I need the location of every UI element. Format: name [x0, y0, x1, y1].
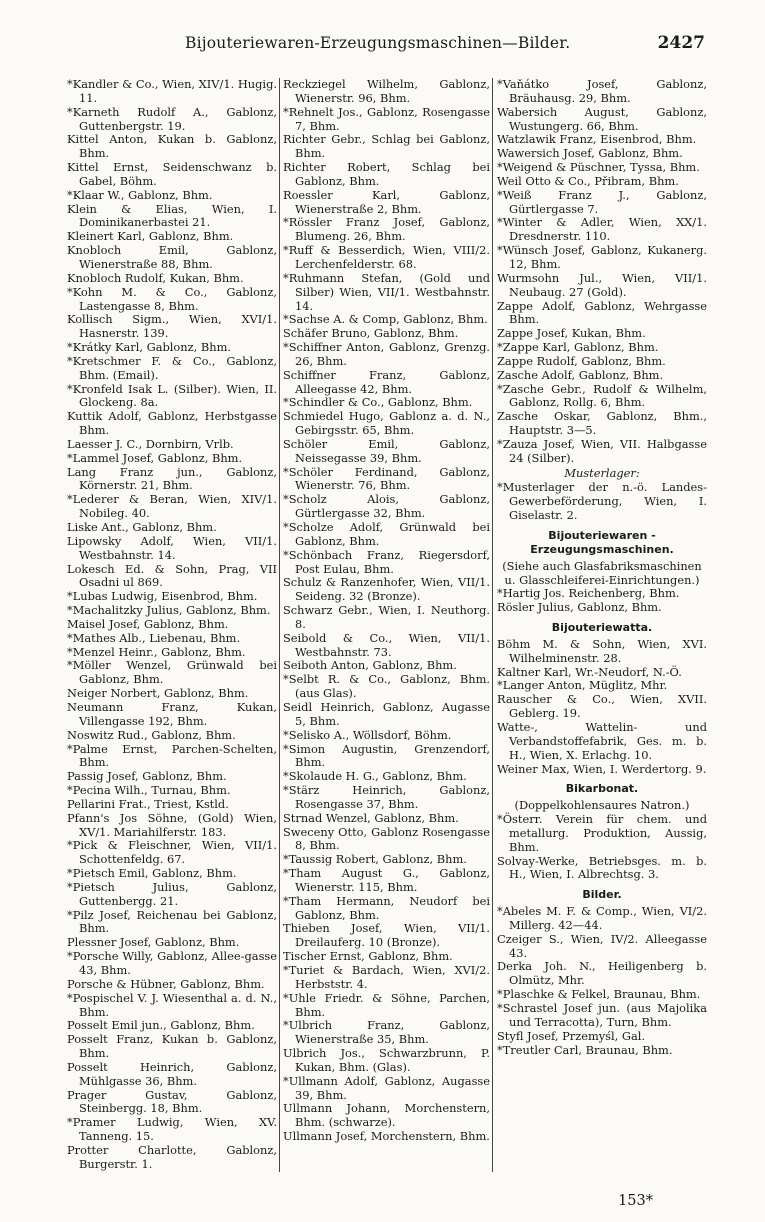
entries-c	[497, 587, 707, 615]
directory-entry: Rösler Julius, Gablonz, Bhm.	[497, 600, 662, 615]
directory-entry: Passig Josef, Gablonz, Bhm.	[67, 769, 227, 784]
directory-entry: *Pietsch Julius, Gablonz, Guttenbergg. 21.	[67, 879, 277, 908]
directory-entry: Ullmann Josef, Morchenstern, Bhm.	[283, 1129, 490, 1144]
directory-entry: *Tham Hermann, Neudorf bei Gablonz, Bhm.	[283, 893, 490, 922]
directory-entry: Strnad Wenzel, Gablonz, Bhm.	[283, 810, 459, 825]
note-bikarbonat: (Doppelkohlensaures Natron.)	[514, 798, 690, 813]
directory-entry: Sweceny Otto, Gablonz Rosengasse 8, Bhm.	[283, 824, 490, 853]
directory-entry: *Klaar W., Gablonz, Bhm.	[67, 187, 213, 202]
directory-entry: *Selbt R. & Co., Gablonz, Bhm. (aus Glas).	[283, 672, 490, 701]
directory-entry: *Langer Anton, Müglitz, Mhr.	[497, 678, 668, 693]
directory-entry: *Winter & Adler, Wien, XX/1. Dresdnerstr. 110.	[497, 215, 707, 244]
directory-entry: *Simon Augustin, Grenzendorf, Bhm.	[283, 741, 490, 770]
directory-entry: *Ruhmann Stefan, (Gold und Silber) Wien, VII/1. Westbahnstr. 14.	[283, 270, 490, 313]
directory-entry: *Pick & Fleischner, Wien, VII/1. Schottenfeldg. 67.	[67, 838, 277, 867]
directory-entry: Lang Franz jun., Gablonz, Körnerstr. 21, Bhm.	[67, 464, 277, 493]
column-2	[283, 78, 490, 1144]
directory-entry: Noswitz Rud., Gablonz, Bhm.	[67, 727, 236, 742]
directory-entry: Richter Robert, Schlag bei Gablonz, Bhm.	[283, 160, 490, 188]
signature-mark: 153*	[618, 1193, 653, 1209]
directory-entry: *Wünsch Josef, Gablonz, Kukanerg. 12, Bhm.	[497, 243, 707, 271]
directory-entry: *Lammel Josef, Gablonz, Bhm.	[67, 450, 243, 465]
directory-entry: Schmiedel Hugo, Gablonz a. d. N., Gebirgsstr. 65, Bhm.	[283, 409, 490, 438]
directory-entry: Schwarz Gebr., Wien, I. Neuthorg. 8.	[283, 603, 490, 631]
directory-entry: Lipowsky Adolf, Wien, VII/1. Westbahnstr. 14.	[67, 533, 277, 562]
directory-entry: Ullmann Johann, Morchenstern, Bhm. (schwarze).	[283, 1101, 490, 1130]
directory-entry: *Taussig Robert, Gablonz, Bhm.	[283, 852, 467, 867]
directory-entry: *Möller Wenzel, Grünwald bei Gablonz, Bhm.	[67, 658, 277, 687]
directory-entry: Seiboth Anton, Gablonz, Bhm.	[283, 658, 457, 673]
page-number: 2427	[657, 33, 705, 53]
section-heading-bikarbonat: Bikarbonat.	[565, 782, 639, 796]
directory-entry: Plessner Josef, Gablonz, Bhm.	[67, 935, 240, 950]
directory-entry: *Pramer Ludwig, Wien, XV. Tanneng. 15.	[67, 1115, 277, 1144]
directory-entry: Richter Gebr., Schlag bei Gablonz, Bhm.	[283, 132, 490, 161]
directory-entry: *Karneth Rudolf A., Gablonz, Guttenbergstr. 19.	[67, 104, 277, 133]
directory-entry: Wawersich Josef, Gablonz, Bhm.	[497, 146, 683, 161]
directory-entry: *Zasche Gebr., Rudolf & Wilhelm, Gablonz, Rollg. 6, Bhm.	[497, 381, 707, 410]
directory-entry: *Porsche Willy, Gablonz, Allee-gasse 43, Bhm.	[67, 949, 277, 977]
section-heading-bijouteriewaren: Bijouteriewaren - Erzeugungsmaschinen.	[530, 529, 674, 556]
directory-entry: Weil Otto & Co., Přibram, Bhm.	[497, 173, 679, 188]
directory-entry: Derka Joh. N., Heiligenberg b. Olmütz, Mhr.	[497, 959, 707, 988]
directory-entry: Knobloch Emil, Gablonz, Wienerstraße 88, Bhm.	[67, 243, 277, 271]
directory-entry: Watzlawik Franz, Eisenbrod, Bhm.	[497, 132, 697, 147]
directory-entry: Seidl Heinrich, Gablonz, Augasse 5, Bhm.	[283, 699, 490, 728]
directory-entry: *Weiß Franz J., Gablonz, Gürtlergasse 7.	[497, 187, 707, 216]
directory-entry: *Zauza Josef, Wien, VII. Halbgasse 24 (Silber).	[497, 436, 707, 465]
directory-entry: Protter Charlotte, Gablonz, Burgerstr. 1.	[67, 1142, 277, 1171]
entries-e	[497, 813, 707, 882]
directory-entry: *Abeles M. F. & Comp., Wien, VI/2. Millerg. 42—44.	[497, 904, 707, 932]
directory-entry: Zasche Adolf, Gablonz, Bhm.	[497, 367, 664, 382]
directory-entry: Rauscher & Co., Wien, XVII. Geblerg. 19.	[497, 692, 707, 721]
directory-entry: Schiffner Franz, Gablonz, Alleegasse 42, Bhm.	[283, 367, 490, 396]
directory-entry: *Kandler & Co., Wien, XIV/1. Hugig. 11.	[67, 77, 277, 105]
directory-entry: *Lubas Ludwig, Eisenbrod, Bhm.	[67, 589, 258, 604]
directory-entry: Schäfer Bruno, Gablonz, Bhm.	[283, 326, 459, 341]
directory-entry: *Zappe Karl, Gablonz, Bhm.	[497, 340, 659, 355]
directory-entry: *Schönbach Franz, Riegersdorf, Post Eulau, Bhm.	[283, 547, 490, 576]
directory-entry: *Rehnelt Jos., Gablonz, Rosengasse 7, Bhm.	[283, 104, 490, 133]
directory-entry: Styfl Josef, Przemyśl, Gal.	[497, 1028, 646, 1043]
section-heading-watta: Bijouteriewatta.	[551, 621, 653, 635]
directory-entry: Solvay-Werke, Betriebsges. m. b. H., Wien, I. Albrechtsg. 3.	[497, 853, 707, 882]
directory-entry: Zasche Oskar, Gablonz, Bhm., Hauptstr. 3—5.	[497, 409, 707, 438]
directory-entry: Reckziegel Wilhelm, Gablonz, Wienerstr. 96, Bhm.	[283, 77, 490, 105]
directory-entry: *Ullmann Adolf, Gablonz, Augasse 39, Bhm.	[283, 1073, 490, 1102]
directory-entry: Tischer Ernst, Gablonz, Bhm.	[283, 949, 453, 964]
directory-entry: *Turiet & Bardach, Wien, XVI/2. Herbststr. 4.	[283, 963, 490, 991]
directory-entry: *Skolaude H. G., Gablonz, Bhm.	[283, 769, 467, 784]
directory-entry: *Pietsch Emil, Gablonz, Bhm.	[67, 866, 237, 881]
directory-entry: *Tham August G., Gablonz, Wienerstr. 115, Bhm.	[283, 866, 490, 894]
column-3	[497, 78, 707, 1057]
directory-entry: *Mathes Alb., Liebenau, Bhm.	[67, 630, 241, 645]
directory-entry: Seibold & Co., Wien, VII/1. Westbahnstr. 73.	[283, 630, 490, 659]
directory-entry: *Uhle Friedr. & Söhne, Parchen, Bhm.	[283, 990, 490, 1019]
directory-entry: Porsche & Hübner, Gablonz, Bhm.	[67, 976, 265, 991]
directory-entry: *Pilz Josef, Reichenau bei Gablonz, Bhm.	[67, 907, 277, 936]
directory-entry: *Treutler Carl, Braunau, Bhm.	[497, 1042, 673, 1057]
directory-entry: *Vaňátko Josef, Gablonz, Bräuhausg. 29, Bhm.	[497, 77, 707, 105]
page-header	[65, 34, 705, 56]
column-divider-2	[492, 78, 493, 1172]
directory-entry: *Kohn M. & Co., Gablonz, Lastengasse 8, Bhm.	[67, 284, 277, 313]
directory-entry: *Plaschke & Felkel, Braunau, Bhm.	[497, 987, 701, 1002]
directory-entry: *Rössler Franz Josef, Gablonz, Blumeng. 26, Bhm.	[283, 215, 490, 244]
directory-entry: Böhm M. & Sohn, Wien, XVI. Wilhelminenstr. 28.	[497, 636, 707, 665]
musterlager-heading: Musterlager:	[564, 465, 640, 480]
note-bijouteriewaren: (Siehe auch Glasfabriksmaschinen u. Glasschleiferei-Einrichtungen.)	[502, 558, 702, 587]
directory-entry: Pfann's Jos Söhne, (Gold) Wien, XV/1. Mariahilferstr. 183.	[67, 810, 277, 839]
directory-entry: Czeiger S., Wien, IV/2. Alleegasse 43.	[497, 931, 707, 960]
directory-entry: Maisel Josef, Gablonz, Bhm.	[67, 616, 229, 631]
entries-a	[497, 78, 707, 466]
directory-entry: Wurmsohn Jul., Wien, VII/1. Neubaug. 27 (Gold).	[497, 270, 707, 299]
directory-entry: Zappe Rudolf, Gablonz, Bhm.	[497, 353, 666, 368]
directory-entry: *Österr. Verein für chem. und metallurg. Produktion, Aussig, Bhm.	[497, 812, 707, 854]
directory-entry: Zappe Adolf, Gablonz, Wehrgasse Bhm.	[497, 298, 707, 327]
directory-entry: Zappe Josef, Kukan, Bhm.	[497, 326, 646, 341]
directory-entry: Kuttik Adolf, Gablonz, Herbstgasse Bhm.	[67, 409, 277, 438]
entries-f	[497, 905, 707, 1057]
section-heading-bilder: Bilder.	[582, 888, 622, 902]
directory-entry: Roessler Karl, Gablonz, Wienerstraße 2, Bhm.	[283, 187, 490, 216]
directory-entry: Thieben Josef, Wien, VII/1. Dreilauferg. 10 (Bronze).	[283, 921, 490, 950]
directory-entry: Posselt Heinrich, Gablonz, Mühlgasse 36, Bhm.	[67, 1059, 277, 1088]
directory-entry: Kittel Ernst, Seidenschwanz b. Gabel, Böhm.	[67, 160, 277, 188]
directory-entry: *Kronfeld Isak L. (Silber). Wien, II. Glockeng. 8a.	[67, 381, 277, 410]
directory-entry: *Schrastel Josef jun. (aus Majolika und Terracotta), Turn, Bhm.	[497, 1001, 707, 1029]
directory-entry: *Menzel Heinr., Gablonz, Bhm.	[67, 644, 246, 659]
directory-entry: Lokesch Ed. & Sohn, Prag, VII Osadni ul 869.	[67, 561, 277, 590]
directory-entry: Posselt Franz, Kukan b. Gablonz, Bhm.	[67, 1032, 277, 1061]
directory-entry: Wabersich August, Gablonz, Wustungerg. 66, Bhm.	[497, 104, 707, 133]
directory-entry: *Palme Ernst, Parchen-Schelten, Bhm.	[67, 741, 277, 770]
running-title: Bijouteriewaren-Erzeugungsmaschinen—Bilder.	[185, 34, 571, 52]
directory-entry: *Musterlager der n.-ö. Landes-Gewerbeförderung, Wien, I. Giselastr. 2.	[497, 480, 707, 523]
directory-entry: Kollisch Sigm., Wien, XVI/1. Hasnerstr. 139.	[67, 312, 277, 341]
directory-entry: Liske Ant., Gablonz, Bhm.	[67, 520, 217, 534]
directory-entry: *Stärz Heinrich, Gablonz, Rosengasse 37, Bhm.	[283, 783, 490, 811]
directory-entry: *Scholze Adolf, Grünwald bei Gablonz, Bhm.	[283, 520, 490, 548]
directory-entry: *Selisko A., Wöllsdorf, Böhm.	[283, 727, 452, 742]
directory-entry: Neiger Norbert, Gablonz, Bhm.	[67, 686, 249, 701]
directory-entry: *Weigend & Püschner, Tyssa, Bhm.	[497, 160, 700, 175]
column-1	[67, 78, 277, 1172]
directory-entry: Prager Gustav, Gablonz, Steinbergg. 18, Bhm.	[67, 1087, 277, 1116]
directory-entry: *Pospischel V. J. Wiesenthal a. d. N., Bhm.	[67, 990, 277, 1019]
directory-entry: *Hartig Jos. Reichenberg, Bhm.	[497, 586, 680, 601]
directory-entry: *Lederer & Beran, Wien, XIV/1. Nobileg. 40.	[67, 492, 277, 521]
directory-entry: *Krátky Karl, Gablonz, Bhm.	[67, 340, 231, 355]
directory-entry: *Schindler & Co., Gablonz, Bhm.	[283, 395, 473, 410]
directory-entry: *Scholz Alois, Gablonz, Gürtlergasse 32, Bhm.	[283, 492, 490, 521]
directory-entry: *Sachse A. & Comp, Gablonz, Bhm.	[283, 312, 488, 327]
directory-entry: Watte-, Wattelin- und Verbandstoffefabrik, Ges. m. b. H., Wien, X. Erlachg. 10.	[497, 719, 707, 762]
directory-entry: Schöler Emil, Gablonz, Neissegasse 39, Bhm.	[283, 436, 490, 465]
directory-entry: Knobloch Rudolf, Kukan, Bhm.	[67, 270, 244, 285]
directory-entry: Pellarini Frat., Triest, Kstld.	[67, 796, 229, 811]
directory-entry: *Ruff & Besserdich, Wien, VIII/2. Lerchenfelderstr. 68.	[283, 243, 490, 271]
directory-entry: *Schiffner Anton, Gablonz, Grenzg. 26, Bhm.	[283, 340, 490, 368]
directory-entry: Neumann Franz, Kukan, Villengasse 192, Bhm.	[67, 699, 277, 728]
directory-entry: Kaltner Karl, Wr.-Neudorf, N.-Ö.	[497, 664, 682, 679]
directory-entry: Kleinert Karl, Gablonz, Bhm.	[67, 229, 234, 244]
directory-entry: *Ulbrich Franz, Gablonz, Wienerstraße 35, Bhm.	[283, 1018, 490, 1047]
directory-entry: Ulbrich Jos., Schwarzbrunn, P. Kukan, Bhm. (Glas).	[283, 1046, 490, 1074]
directory-entry: Klein & Elias, Wien, I. Dominikanerbastei 21.	[67, 201, 277, 230]
directory-entry: Posselt Emil jun., Gablonz, Bhm.	[67, 1018, 255, 1033]
column-divider-1	[279, 78, 280, 1172]
directory-entry: Laesser J. C., Dornbirn, Vrlb.	[67, 436, 234, 451]
directory-entry: *Schöler Ferdinand, Gablonz, Wienerstr. 76, Bhm.	[283, 464, 490, 493]
directory-entry: Schulz & Ranzenhofer, Wien, VII/1. Seideng. 32 (Bronze).	[283, 575, 490, 604]
directory-entry: Kittel Anton, Kukan b. Gablonz, Bhm.	[67, 132, 277, 161]
directory-entry: *Kretschmer F. & Co., Gablonz, Bhm. (Email).	[67, 353, 277, 382]
directory-entry: Weiner Max, Wien, I. Werdertorg. 9.	[497, 761, 707, 776]
entries-b	[497, 481, 707, 523]
directory-entry: *Machalitzky Julius, Gablonz, Bhm.	[67, 603, 271, 618]
directory-entry: *Pecina Wilh., Turnau, Bhm.	[67, 783, 231, 798]
entries-d	[497, 638, 707, 776]
